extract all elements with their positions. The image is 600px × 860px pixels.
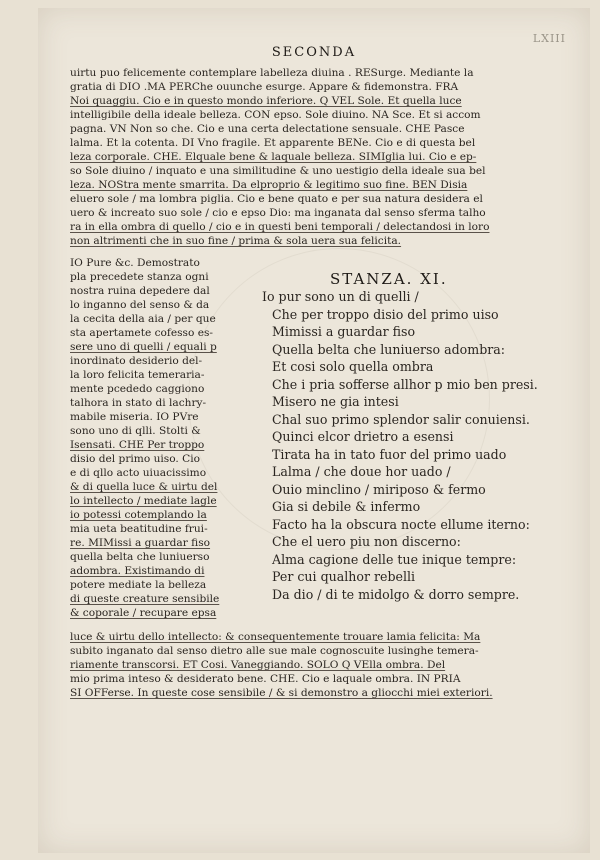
commentary-line: mia ueta beatitudine frui- — [70, 523, 208, 535]
commentary-line: gratia di DIO .MA PERChe ouunche esurge. Appare & fidemonstra. FRA — [70, 81, 459, 93]
commentary-line: non altrimenti che in suo fine / prima & sola uera sua felicita. — [70, 235, 402, 247]
commentary-top — [70, 66, 562, 248]
poem-verse: Che i pria sofferse allhor p mio ben presi. — [272, 376, 538, 392]
commentary-line: pla precedete stanza ogni — [70, 271, 209, 283]
commentary-line: SI OFFerse. In queste cose sensibile / & si demonstro a gliocchi miei exteriori. — [70, 687, 493, 699]
commentary-line: eluero sole / ma lombra piglia. Cio e bene quato e per sua natura desidera el — [70, 193, 483, 205]
poem-verse: Quinci elcor drietro a esensi — [272, 429, 454, 444]
commentary-line: lo intellecto / mediate lagle — [70, 495, 217, 507]
folio-number: LXIII — [532, 32, 566, 45]
poem-verse: Mimissi a guardar fiso — [272, 324, 416, 339]
commentary-bottom — [70, 630, 562, 700]
commentary-line: Isensati. CHE Per troppo — [70, 439, 205, 451]
commentary-line: uero & increato suo sole / cio e epso Dio: ma inganata dal senso sferma talho — [70, 207, 486, 219]
commentary-line: riamente transcorsi. ET Cosi. Vaneggiando. SOLO Q VElla ombra. Del — [70, 659, 446, 671]
commentary-line: disio del primo uiso. Cio — [70, 453, 201, 465]
commentary-line: lalma. Et la cotenta. DI Vno fragile. Et apparente BENe. Cio e di questa bel — [70, 137, 476, 149]
commentary-line: uirtu puo felicemente contemplare labelleza diuina . RESurge. Mediante la — [70, 67, 474, 79]
poem-verse: Da dio / di te midolgo & dorro sempre. — [272, 586, 520, 602]
commentary-line: Noi quaggiu. Cio e in questo mondo inferiore. Q VEL Sole. Et quella luce — [70, 95, 462, 107]
commentary-side — [70, 256, 266, 620]
poem-verse: Ouio minclino / miriposo & fermo — [272, 481, 486, 497]
commentary-line: subito inganato dal senso dietro alle sue male cognoscuite lusinghe temera- — [70, 645, 479, 657]
commentary-line: inordinato desiderio del- — [70, 355, 203, 367]
commentary-line: intelligibile della ideale belleza. CON epso. Sole diuino. NA Sce. Et si accom — [70, 109, 481, 121]
poem-verse: Et cosi solo quella ombra — [272, 359, 434, 374]
commentary-line: leza. NOStra mente smarrita. Da elproprio & legitimo suo fine. BEN Disia — [70, 179, 468, 191]
commentary-line: luce & uirtu dello intellecto: & consequentemente trouare lamia felicita: Ma — [70, 631, 481, 643]
commentary-line: di queste creature sensibile — [70, 593, 220, 605]
commentary-line: mabile miseria. IO PVre — [70, 411, 199, 423]
commentary-line: io potessi cotemplando la — [70, 509, 207, 521]
commentary-line: nostra ruina depedere dal — [70, 285, 210, 297]
poem-stanza — [262, 288, 562, 603]
commentary-line: mente pcededo caggiono — [70, 383, 205, 395]
commentary-line: la loro felicita temeraria- — [70, 369, 205, 381]
poem-verse: Gia si debile & infermo — [272, 499, 421, 514]
commentary-line: e di qllo acto uiuacissimo — [70, 467, 207, 479]
poem-verse: Tirata ha in tato fuor del primo uado — [272, 446, 507, 462]
poem-verse: Chal suo primo splendor salir conuiensi. — [272, 411, 530, 427]
commentary-line: talhora in stato di lachry- — [70, 397, 207, 409]
commentary-line: & di quella luce & uirtu del — [70, 481, 218, 493]
commentary-line: potere mediate la belleza — [70, 579, 207, 591]
poem-verse: Che el uero piu non discerno: — [272, 534, 461, 549]
poem-verse: Io pur sono un di quelli / — [262, 289, 419, 304]
commentary-line: sta apertamete cofesso es- — [70, 327, 213, 339]
commentary-line: mio prima inteso & desiderato bene. CHE. Cio e laquale ombra. IN PRIA — [70, 673, 461, 685]
commentary-line: sere uno di quelli / equali p — [70, 341, 217, 353]
commentary-line: leza corporale. CHE. Elquale bene & laquale belleza. SIMIglia lui. Cio e ep- — [70, 151, 477, 163]
commentary-line: IO Pure &c. Demostrato — [70, 257, 200, 269]
commentary-line: & coporale / recupare epsa — [70, 607, 217, 619]
poem-verse: Misero ne gia intesi — [272, 394, 399, 409]
commentary-line: lo inganno del senso & da — [70, 299, 210, 311]
running-head: SECONDA — [271, 45, 357, 60]
poem-verse: Lalma / che doue hor uado / — [272, 464, 451, 479]
poem-verse: Quella belta che luniuerso adombra: — [272, 341, 506, 357]
poem-verse: Alma cagione delle tue inique tempre: — [272, 551, 517, 567]
commentary-line: pagna. VN Non so che. Cio e una certa delectatione sensuale. CHE Pasce — [70, 123, 465, 135]
stanza-title: STANZA. XI. — [330, 270, 448, 288]
commentary-line: la cecita della aia / per que — [70, 313, 216, 325]
commentary-line: so Sole diuino / inquato e una similitudine & uno uestigio della ideale sua bel — [70, 165, 486, 177]
commentary-line: ra in ella ombra di quello / cio e in questi beni temporali / delectandosi in loro — [70, 221, 490, 233]
commentary-line: re. MIMissi a guardar fiso — [70, 537, 211, 549]
commentary-line: adombra. Existimando di — [70, 565, 205, 577]
commentary-line: quella belta che luniuerso — [70, 551, 210, 563]
poem-verse: Che per troppo disio del primo uiso — [272, 306, 499, 322]
commentary-line: sono uno di qlli. Stolti & — [70, 425, 201, 437]
poem-verse: Facto ha la obscura nocte ellume iterno: — [272, 516, 530, 532]
poem-verse: Per cui qualhor rebelli — [272, 569, 416, 584]
